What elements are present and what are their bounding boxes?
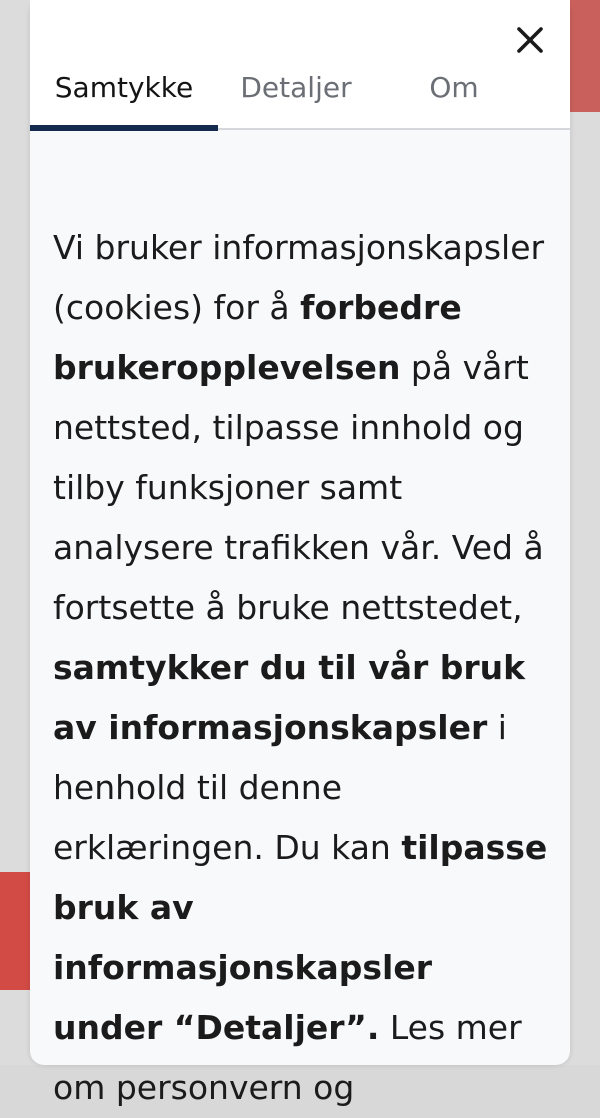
background-banner-edge bbox=[566, 0, 600, 112]
dialog-header bbox=[30, 0, 570, 130]
text-segment: Les mer om personvern og bbox=[53, 1008, 522, 1107]
bold-segment: forbedre brukeropplevelsen bbox=[53, 288, 462, 387]
tab-samtykke[interactable]: Samtykke bbox=[30, 68, 218, 128]
cookie-consent-dialog bbox=[30, 0, 570, 1107]
close-button[interactable] bbox=[512, 22, 548, 58]
background-button-edge bbox=[0, 872, 34, 990]
text-segment: i henhold til denne erklæringen. Du kan bbox=[53, 708, 507, 867]
text-segment: på vårt nettsted, tilpasse innhold og tilby funksjoner samt analysere trafikken vår. Ved å fortsette å bruke nettstedet, bbox=[53, 348, 544, 627]
tab-detaljer[interactable]: Detaljer bbox=[240, 71, 352, 104]
consent-text bbox=[30, 130, 570, 1118]
text-segment: Vi bruker informasjonskapsler (cookies) for å bbox=[53, 228, 545, 327]
tab-bar bbox=[30, 68, 570, 128]
tab-om[interactable]: Om bbox=[429, 71, 479, 104]
bold-segment: samtykker du til vår bruk av informasjonskapsler bbox=[53, 648, 526, 747]
close-icon bbox=[512, 22, 548, 58]
bold-segment: tilpasse bruk av informasjonskapsler under “Detaljer”. bbox=[53, 828, 548, 1047]
consent-paragraph bbox=[53, 218, 548, 1118]
